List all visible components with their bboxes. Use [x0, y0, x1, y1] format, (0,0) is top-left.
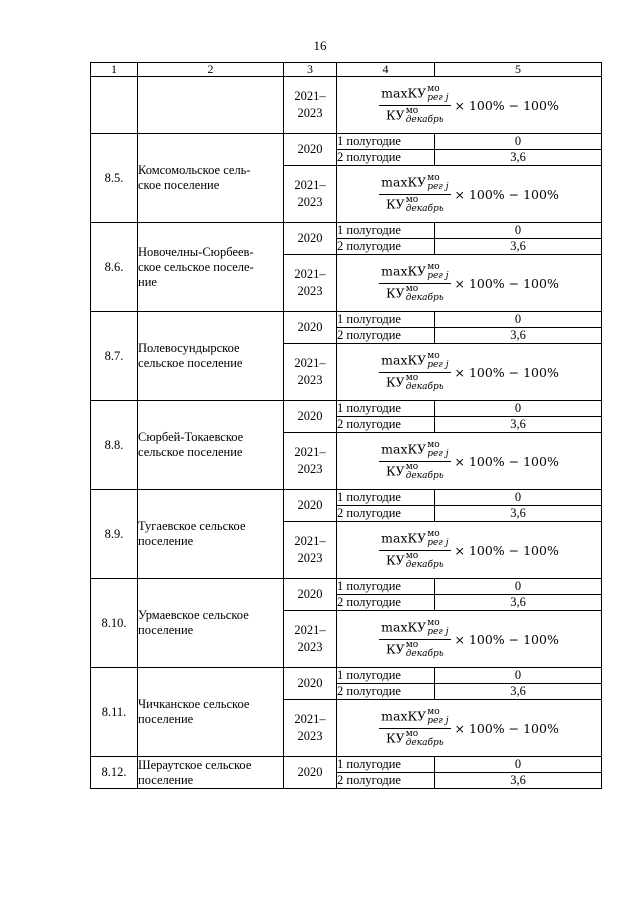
denominator-sub: декабрь — [405, 293, 444, 303]
formula-cell — [337, 255, 602, 312]
settlement-name-line: Новочелны-Сюрбеев- — [138, 244, 254, 259]
year-range-end: 2023 — [297, 640, 323, 654]
numerator-sup: мо — [427, 529, 440, 539]
year-range-end: 2023 — [297, 195, 323, 209]
year-range-end: 2023 — [297, 729, 323, 743]
half-year-label: 2 полугодие — [337, 417, 435, 433]
settlement-name-line: Чичканское сельское — [138, 697, 250, 711]
denominator-base: КУ — [385, 463, 405, 479]
numerator-base: maxКУ — [381, 619, 427, 635]
formula-numerator — [379, 441, 450, 462]
formula-fraction — [379, 352, 450, 392]
year-cell: 2020 — [284, 668, 337, 700]
formula-denominator — [384, 640, 446, 659]
row-number: 8.11. — [91, 668, 138, 757]
formula-cell — [337, 611, 602, 668]
formula-numerator — [379, 619, 450, 640]
year-range-end: 2023 — [297, 106, 323, 120]
year-cell: 2020 — [284, 134, 337, 166]
settlement-name-line: Урмаевское сельское — [138, 608, 249, 622]
formula-cell — [337, 522, 602, 579]
formula-fraction — [379, 263, 450, 303]
denominator-sub: декабрь — [405, 471, 444, 481]
half-year-value: 3,6 — [435, 773, 602, 789]
half-year-value: 0 — [435, 312, 602, 328]
growth-formula — [379, 174, 559, 214]
numerator-sup: мо — [427, 707, 440, 717]
growth-formula — [379, 441, 559, 481]
half-year-label: 2 полугодие — [337, 328, 435, 344]
settlement-name-line: ское поселение — [138, 178, 220, 192]
year-range-start: 2021– — [294, 534, 326, 548]
settlement-name — [138, 757, 284, 789]
formula-fraction — [379, 619, 450, 659]
year-range — [284, 166, 337, 223]
settlement-name — [138, 668, 284, 757]
year-range-end: 2023 — [297, 551, 323, 565]
denominator-sup: мо — [405, 373, 419, 383]
half-year-label: 1 полугодие — [337, 134, 435, 150]
formula-denominator — [384, 195, 446, 214]
growth-formula — [379, 263, 559, 303]
formula-tail: × 100% − 100% — [454, 542, 559, 558]
settlement-name — [138, 134, 284, 223]
growth-formula — [379, 85, 559, 125]
settlement-name — [138, 401, 284, 490]
half-year-label: 1 полугодие — [337, 668, 435, 684]
half-year-value: 0 — [435, 401, 602, 417]
formula-denominator — [384, 462, 446, 481]
denominator-sub: декабрь — [405, 738, 444, 748]
year-cell: 2020 — [284, 312, 337, 344]
year-range-start: 2021– — [294, 178, 326, 192]
denominator-sup: мо — [405, 729, 419, 739]
table-row — [91, 668, 602, 684]
numerator-base: maxКУ — [381, 441, 427, 457]
formula-tail: × 100% − 100% — [454, 186, 559, 202]
year-range-end: 2023 — [297, 373, 323, 387]
year-range-start: 2021– — [294, 89, 326, 103]
year-range — [284, 344, 337, 401]
settlement-name — [138, 490, 284, 579]
header-col-4: 4 — [337, 63, 435, 77]
year-cell: 2020 — [284, 579, 337, 611]
growth-formula — [379, 708, 559, 748]
numerator-sub: рег j — [427, 716, 449, 726]
formula-cell — [337, 344, 602, 401]
half-year-label: 2 полугодие — [337, 239, 435, 255]
settlement-name-line: Шераутское сельское — [138, 757, 252, 772]
half-year-value: 3,6 — [435, 684, 602, 700]
half-year-label: 2 полугодие — [337, 595, 435, 611]
settlement-name-line: поселение — [138, 772, 194, 787]
formula-cell — [337, 700, 602, 757]
half-year-label: 1 полугодие — [337, 579, 435, 595]
denominator-sup: мо — [405, 462, 419, 472]
half-year-label: 2 полугодие — [337, 684, 435, 700]
formula-tail: × 100% − 100% — [454, 97, 559, 113]
half-year-label: 2 полугодие — [337, 506, 435, 522]
half-year-value: 0 — [435, 668, 602, 684]
denominator-sub: декабрь — [405, 115, 444, 125]
header-col-1: 1 — [91, 63, 138, 77]
table-row — [91, 579, 602, 595]
half-year-label: 1 полугодие — [337, 401, 435, 417]
half-year-value: 3,6 — [435, 595, 602, 611]
formula-cell — [337, 433, 602, 490]
year-range — [284, 611, 337, 668]
half-year-value: 0 — [435, 134, 602, 150]
numerator-sub: рег j — [427, 538, 449, 548]
continuation-name — [138, 77, 284, 134]
formula-denominator — [384, 373, 446, 392]
formula-fraction — [379, 85, 450, 125]
half-year-label: 2 полугодие — [337, 150, 435, 166]
settlement-name-line: Тугаевское сельское — [138, 519, 246, 533]
half-year-label: 2 полугодие — [337, 773, 435, 789]
half-year-label: 1 полугодие — [337, 223, 435, 239]
header-col-5: 5 — [435, 63, 602, 77]
formula-numerator — [379, 263, 450, 284]
table-row — [91, 401, 602, 417]
row-number: 8.9. — [91, 490, 138, 579]
numerator-sup: мо — [427, 351, 440, 361]
table-row — [91, 490, 602, 506]
year-cell: 2020 — [284, 223, 337, 255]
half-year-label: 1 полугодие — [337, 312, 435, 328]
settlement-name-line: ние — [138, 274, 157, 289]
year-range — [284, 255, 337, 312]
year-range-end: 2023 — [297, 462, 323, 476]
half-year-label: 1 полугодие — [337, 757, 435, 773]
growth-formula — [379, 619, 559, 659]
denominator-base: КУ — [385, 285, 405, 301]
settlement-name-line: поселение — [138, 534, 194, 548]
numerator-base: maxКУ — [381, 263, 427, 279]
numerator-base: maxКУ — [381, 174, 427, 190]
year-cell: 2020 — [284, 757, 337, 789]
denominator-sub: декабрь — [405, 560, 444, 570]
settlement-name-line: поселение — [138, 712, 194, 726]
formula-denominator — [384, 551, 446, 570]
numerator-base: maxКУ — [381, 85, 427, 101]
numerator-sup: мо — [427, 262, 440, 272]
settlement-name-line: сельское поселение — [138, 445, 243, 459]
year-range — [284, 700, 337, 757]
numerator-sup: мо — [427, 173, 440, 183]
year-range — [284, 77, 337, 134]
numerator-sup: мо — [427, 84, 440, 94]
year-range — [284, 522, 337, 579]
half-year-value: 0 — [435, 757, 602, 773]
formula-numerator — [379, 352, 450, 373]
half-year-value: 3,6 — [435, 328, 602, 344]
formula-cell — [337, 166, 602, 223]
formula-tail: × 100% − 100% — [454, 720, 559, 736]
denominator-base: КУ — [385, 730, 405, 746]
year-range-end: 2023 — [297, 284, 323, 298]
formula-tail: × 100% − 100% — [454, 275, 559, 291]
year-range-start: 2021– — [294, 356, 326, 370]
half-year-value: 3,6 — [435, 150, 602, 166]
formula-denominator — [384, 729, 446, 748]
settlement-name — [138, 579, 284, 668]
denominator-sub: декабрь — [405, 382, 444, 392]
row-number: 8.8. — [91, 401, 138, 490]
numerator-sup: мо — [427, 440, 440, 450]
table-row — [91, 223, 602, 239]
page-number: 16 — [313, 38, 327, 53]
denominator-sup: мо — [405, 640, 419, 650]
numerator-sub: рег j — [427, 93, 449, 103]
continuation-num — [91, 77, 138, 134]
formula-fraction — [379, 708, 450, 748]
table-row — [91, 134, 602, 150]
continuation-row — [91, 77, 602, 134]
denominator-sup: мо — [405, 195, 419, 205]
numerator-base: maxКУ — [381, 530, 427, 546]
row-number: 8.7. — [91, 312, 138, 401]
half-year-value: 3,6 — [435, 239, 602, 255]
settlement-name-line: Сюрбей-Токаевское — [138, 430, 244, 444]
settlement-name-line: сельское поселение — [138, 356, 243, 370]
denominator-sub: декабрь — [405, 649, 444, 659]
year-range-start: 2021– — [294, 267, 326, 281]
half-year-label: 1 полугодие — [337, 490, 435, 506]
formula-numerator — [379, 530, 450, 551]
year-range-start: 2021– — [294, 623, 326, 637]
year-range-start: 2021– — [294, 712, 326, 726]
denominator-base: КУ — [385, 374, 405, 390]
growth-formula — [379, 352, 559, 392]
year-cell: 2020 — [284, 490, 337, 522]
formula-fraction — [379, 174, 450, 214]
denominator-sup: мо — [405, 551, 419, 561]
numerator-sub: рег j — [427, 271, 449, 281]
settlement-name-line: Комсомольское сель- — [138, 163, 251, 177]
header-row — [91, 63, 602, 77]
row-number: 8.10. — [91, 579, 138, 668]
numerator-sub: рег j — [427, 627, 449, 637]
denominator-base: КУ — [385, 641, 405, 657]
year-range — [284, 433, 337, 490]
year-cell: 2020 — [284, 401, 337, 433]
numerator-sub: рег j — [427, 360, 449, 370]
formula-cell — [337, 77, 602, 134]
row-number: 8.12. — [91, 757, 138, 789]
settlement-name — [138, 223, 284, 312]
settlement-name — [138, 312, 284, 401]
denominator-base: КУ — [385, 552, 405, 568]
header-col-3: 3 — [284, 63, 337, 77]
numerator-base: maxКУ — [381, 352, 427, 368]
settlement-name-line: поселение — [138, 623, 194, 637]
half-year-value: 0 — [435, 579, 602, 595]
denominator-sup: мо — [405, 106, 419, 116]
half-year-value: 0 — [435, 490, 602, 506]
denominator-base: КУ — [385, 196, 405, 212]
denominator-base: КУ — [385, 107, 405, 123]
growth-formula — [379, 530, 559, 570]
formula-denominator — [384, 106, 446, 125]
row-number: 8.6. — [91, 223, 138, 312]
half-year-value: 0 — [435, 223, 602, 239]
header-col-2: 2 — [138, 63, 284, 77]
settlement-name-line: Полевосундырское — [138, 341, 240, 355]
half-year-value: 3,6 — [435, 417, 602, 433]
numerator-sub: рег j — [427, 182, 449, 192]
formula-tail: × 100% − 100% — [454, 364, 559, 380]
formula-numerator — [379, 85, 450, 106]
table-row — [91, 312, 602, 328]
numerator-sup: мо — [427, 618, 440, 628]
formula-numerator — [379, 708, 450, 729]
formula-denominator — [384, 284, 446, 303]
half-year-value: 3,6 — [435, 506, 602, 522]
formula-tail: × 100% − 100% — [454, 453, 559, 469]
table-row — [91, 757, 602, 773]
denominator-sup: мо — [405, 284, 419, 294]
formula-numerator — [379, 174, 450, 195]
formula-fraction — [379, 530, 450, 570]
settlement-name-line: ское сельское поселе- — [138, 259, 254, 274]
numerator-sub: рег j — [427, 449, 449, 459]
tariff-table — [90, 62, 602, 789]
year-range-start: 2021– — [294, 445, 326, 459]
denominator-sub: декабрь — [405, 204, 444, 214]
numerator-base: maxКУ — [381, 708, 427, 724]
formula-tail: × 100% − 100% — [454, 631, 559, 647]
row-number: 8.5. — [91, 134, 138, 223]
formula-fraction — [379, 441, 450, 481]
